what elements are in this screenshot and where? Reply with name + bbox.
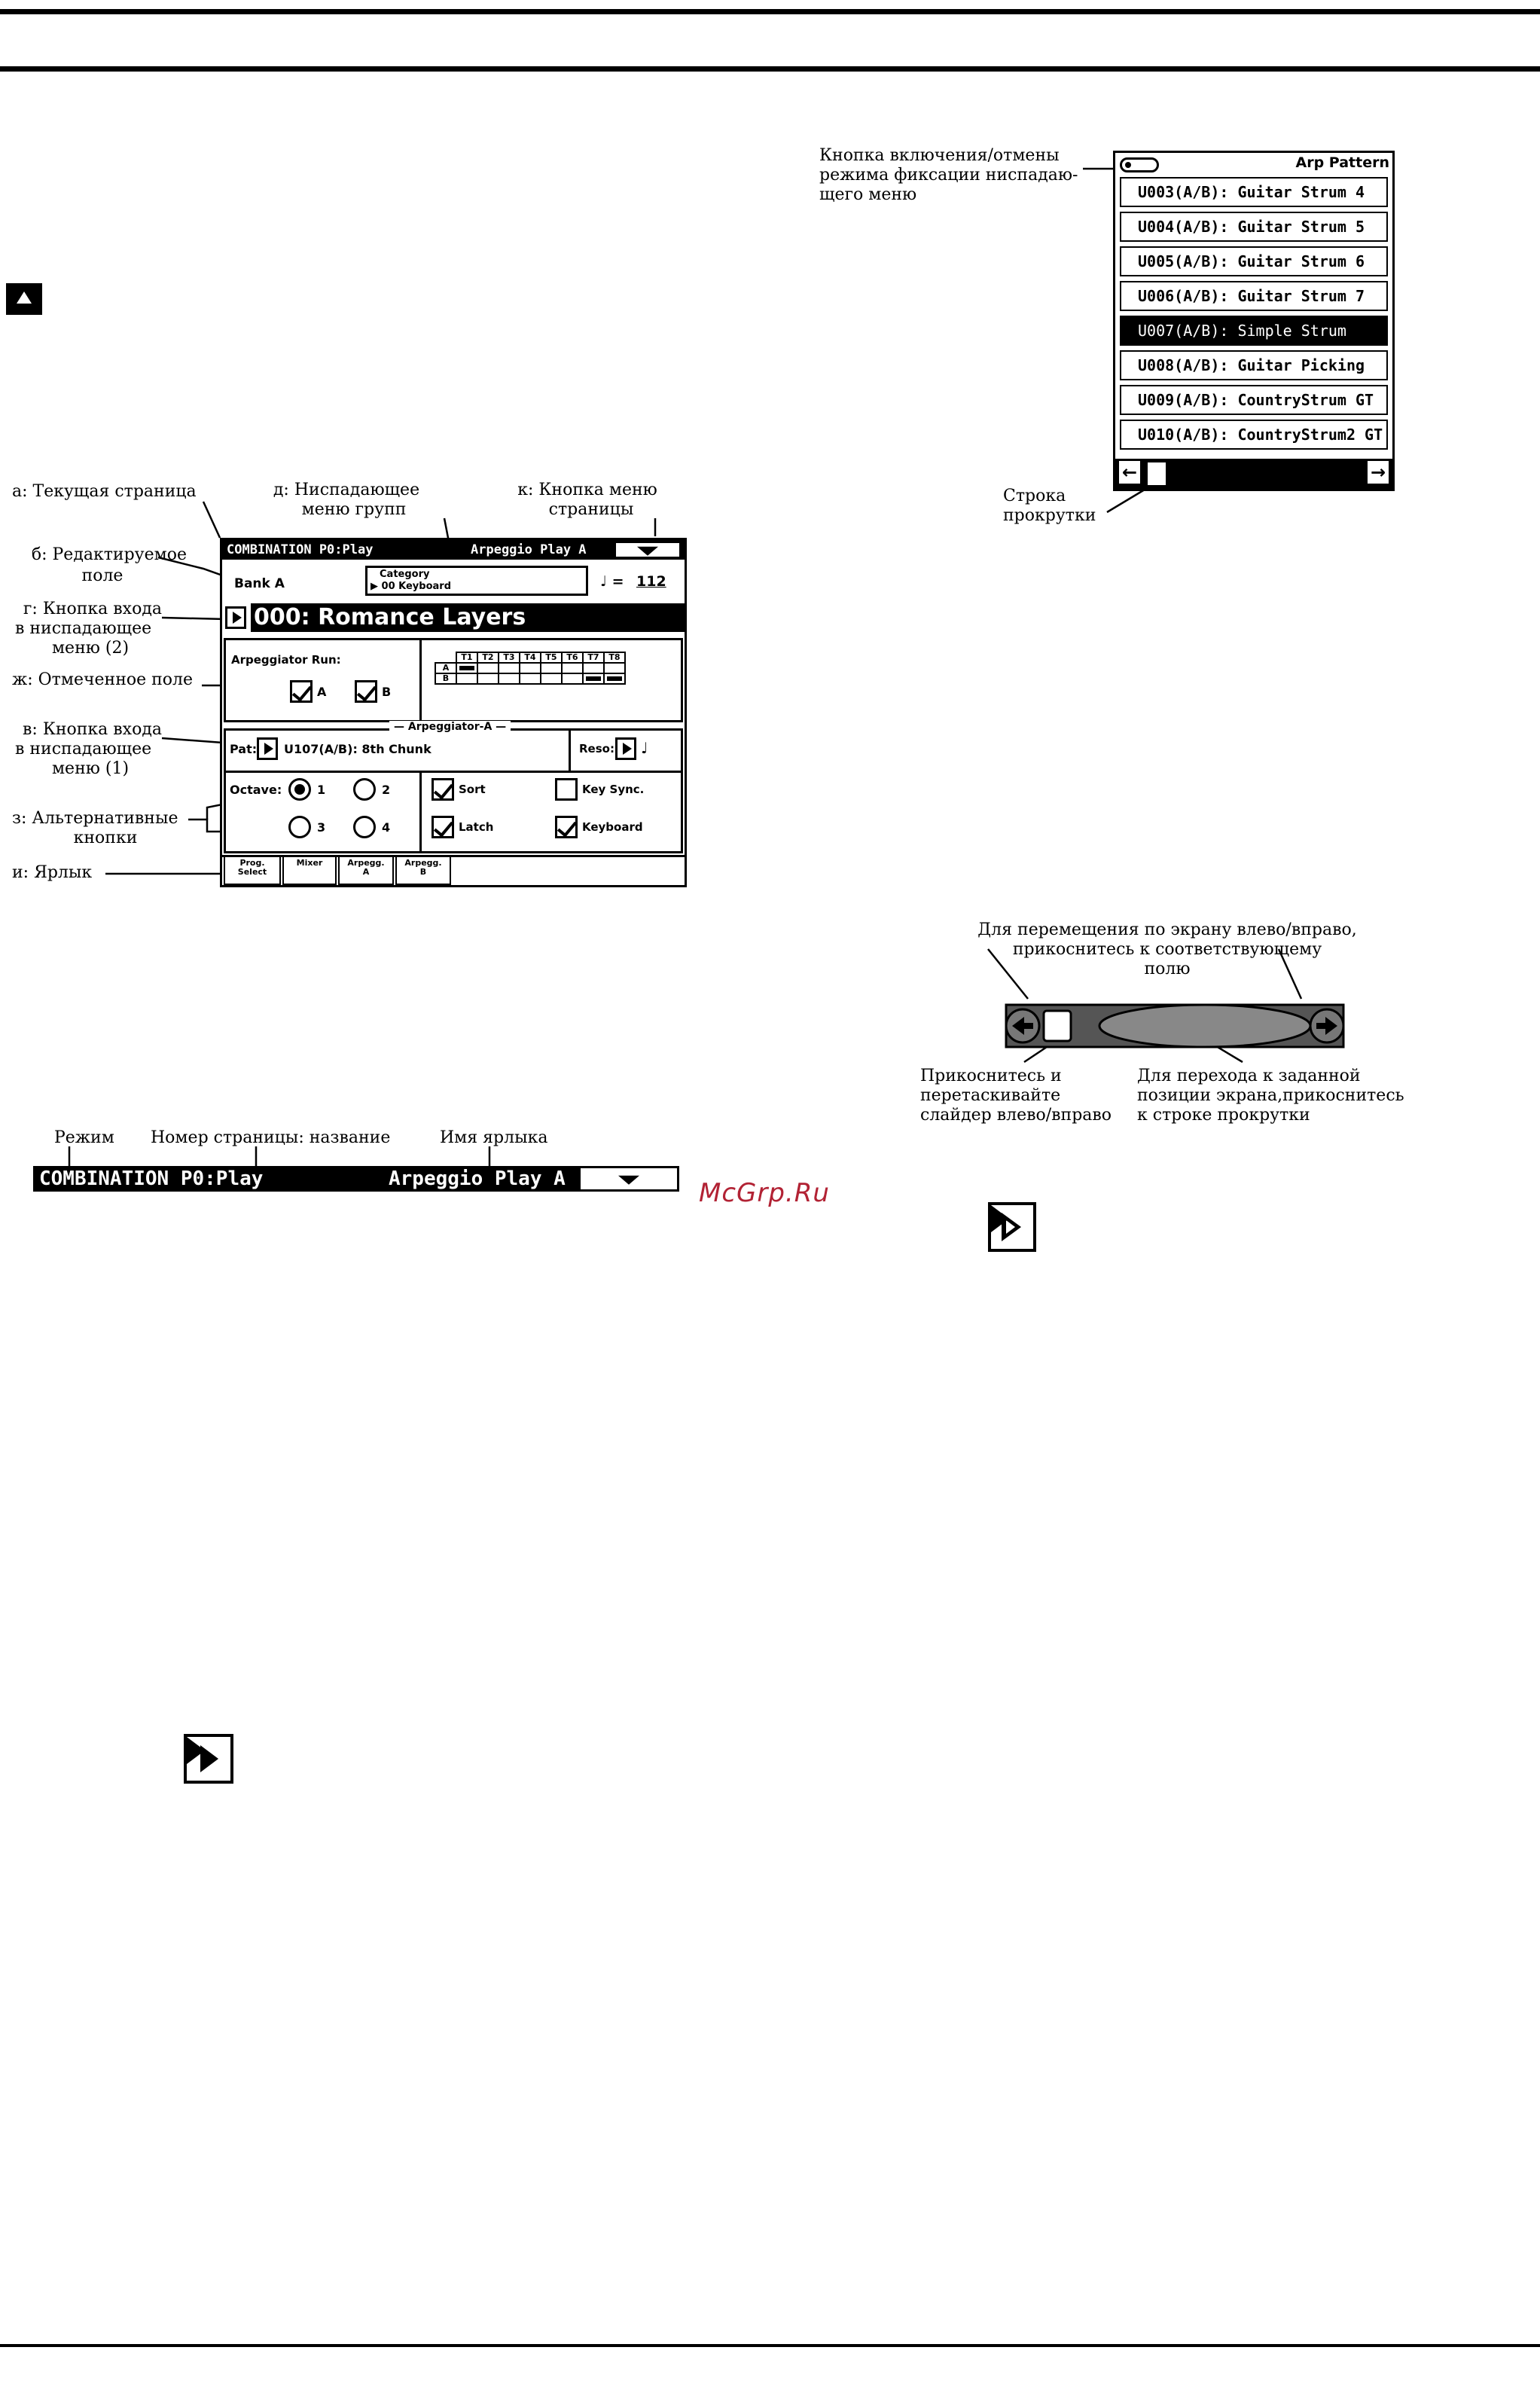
diagram-right-line2: позиции экрана,прикоснитесь <box>1137 1086 1404 1105</box>
callout-v-line2: в ниспадающее <box>15 740 152 758</box>
reso-select-button[interactable] <box>615 737 636 760</box>
diagram-top-line1: Для перемещения по экрану влево/вправо, <box>977 920 1357 939</box>
octave-label: Octave: <box>230 783 282 797</box>
up-triangle-icon <box>6 283 42 315</box>
diagram-left-line2: перетаскивайте <box>920 1086 1061 1105</box>
callout-v-line1: в: Кнопка входа <box>23 720 162 739</box>
popup-title: Arp Pattern <box>1295 154 1389 171</box>
example-page-menu-button[interactable] <box>578 1166 679 1192</box>
timbre-grid <box>435 652 626 685</box>
latch-label: Latch <box>459 820 494 834</box>
callout-d-line2: меню групп <box>301 500 407 519</box>
timbre-cell[interactable] <box>456 673 477 684</box>
diagram-top-line3: полю <box>1144 960 1191 978</box>
pattern-list-item[interactable]: U006(A/B): Guitar Strum 7 <box>1120 281 1388 311</box>
pat-value[interactable]: U107(A/B): 8th Chunk <box>284 742 432 756</box>
label-tab-name: Имя ярлыка <box>440 1128 548 1147</box>
combi-select-button[interactable] <box>225 606 246 629</box>
combi-name: 000: Romance Layers <box>254 604 526 630</box>
callout-d-line1: д: Ниспадающее <box>273 481 420 499</box>
callout-i: и: Ярлык <box>12 863 93 882</box>
keyboard-label: Keyboard <box>582 820 643 834</box>
tempo-value[interactable]: 112 <box>636 573 666 590</box>
timbre-header: T5 <box>541 652 562 663</box>
tab-label: Select <box>237 867 267 877</box>
timbre-cell[interactable] <box>499 673 520 684</box>
pattern-list-item[interactable]: U009(A/B): CountryStrum GT <box>1120 385 1388 415</box>
arp-pattern-popup <box>1113 151 1395 491</box>
pattern-list-item[interactable]: U010(A/B): CountryStrum2 GT <box>1120 420 1388 450</box>
reso-divider <box>569 730 571 772</box>
callout-a: а: Текущая страница <box>12 482 197 501</box>
category-dropdown[interactable] <box>365 566 588 596</box>
top-rule-thick <box>0 9 1540 14</box>
timbre-cell-on[interactable] <box>583 673 604 684</box>
scroll-label-line2: прокрутки <box>1003 506 1096 525</box>
scroll-slider-handle[interactable] <box>1145 460 1168 487</box>
scroll-left-arrow-icon[interactable]: ← <box>1117 459 1142 486</box>
octave-4-label: 4 <box>382 820 391 835</box>
callout-b-line1: б: Редактируемое <box>31 545 187 564</box>
callout-b-line2: поле <box>81 566 124 585</box>
combi-name-bar[interactable] <box>251 603 685 632</box>
octave-1-label: 1 <box>317 783 326 797</box>
tempo-symbol: ♩ = <box>600 573 624 590</box>
timbre-cell-on[interactable] <box>604 673 625 684</box>
arp-section-title: — Arpeggiator-A — <box>389 721 511 733</box>
pattern-list-item[interactable]: U004(A/B): Guitar Strum 5 <box>1120 212 1388 242</box>
timbre-cell[interactable] <box>477 663 499 673</box>
arp-b-checkbox[interactable] <box>355 680 377 703</box>
tab-label: B <box>419 867 427 877</box>
pattern-list-item[interactable]: U007(A/B): Simple Strum <box>1120 316 1388 346</box>
pattern-list-item[interactable]: U003(A/B): Guitar Strum 4 <box>1120 177 1388 207</box>
pat-label: Pat: <box>230 742 258 756</box>
reso-label: Reso: <box>579 742 614 755</box>
timbre-header: T7 <box>583 652 604 663</box>
diagram-right-line3: к строке прокрутки <box>1137 1106 1310 1125</box>
tab-arpegg-b[interactable] <box>395 856 451 885</box>
scroll-bar-diagram <box>1002 991 1348 1064</box>
arp-a-label: A <box>317 685 327 699</box>
entry-button-outline-icon <box>988 1202 1036 1252</box>
tab-label: Prog. <box>239 858 265 868</box>
callout-k-line2: страницы <box>548 500 634 519</box>
tab-label: Arpegg. <box>404 858 442 868</box>
scroll-bar[interactable] <box>1115 459 1392 489</box>
octave-4-radio[interactable] <box>353 816 376 838</box>
keyboard-checkbox[interactable] <box>555 816 578 838</box>
diagram-right-line1: Для перехода к заданной <box>1137 1067 1361 1085</box>
category-title: Category <box>380 569 430 580</box>
example-tab-name: Arpeggio Play A <box>389 1168 566 1190</box>
key-sync-checkbox[interactable] <box>555 778 578 801</box>
timbre-cell[interactable] <box>562 673 583 684</box>
timbre-header: T2 <box>477 652 499 663</box>
timbre-header-row <box>435 652 625 663</box>
arp-b-label: B <box>382 685 392 699</box>
lcd-screen <box>220 538 687 887</box>
key-sync-label: Key Sync. <box>582 783 645 796</box>
timbre-cell[interactable] <box>520 663 541 673</box>
diagram-slider-handle <box>1044 1011 1071 1041</box>
timbre-cell[interactable] <box>520 673 541 684</box>
arp-run-label: Arpeggiator Run: <box>231 653 341 667</box>
tab-arpegg-a[interactable] <box>338 856 394 885</box>
tab-mixer[interactable] <box>282 856 337 885</box>
callout-z-line2: кнопки <box>73 829 138 847</box>
tab-strip-rule <box>222 855 685 857</box>
tab-label: Mixer <box>296 858 323 868</box>
timbre-row-b <box>435 673 625 684</box>
timbre-header: T3 <box>499 652 520 663</box>
timbre-cell[interactable] <box>541 663 562 673</box>
octave-3-radio[interactable] <box>288 816 311 838</box>
label-page-number: Номер страницы: название <box>151 1128 391 1147</box>
timbre-header: T6 <box>562 652 583 663</box>
mode-page-label: COMBINATION P0:Play <box>227 542 374 557</box>
bottom-rule <box>0 2344 1540 2347</box>
tab-label: Arpegg. <box>347 858 385 868</box>
category-value: ▶ 00 Keyboard <box>371 581 452 592</box>
arp-a-checkbox[interactable] <box>290 680 313 703</box>
callout-zh: ж: Отмеченное поле <box>12 670 194 689</box>
arp-run-divider <box>419 638 422 722</box>
scroll-right-arrow-icon[interactable]: → <box>1365 459 1391 486</box>
timbre-header: T8 <box>604 652 625 663</box>
timbre-cell[interactable] <box>604 663 625 673</box>
lock-label-line1: Кнопка включения/отмены <box>819 146 1060 165</box>
timbre-cell-on[interactable] <box>456 663 477 673</box>
timbre-header: T4 <box>520 652 541 663</box>
pattern-list-item[interactable]: U008(A/B): Guitar Picking <box>1120 350 1388 380</box>
timbre-cell[interactable] <box>583 663 604 673</box>
sort-checkbox[interactable] <box>432 778 454 801</box>
reso-value: ♩ <box>641 739 648 757</box>
latch-checkbox[interactable] <box>432 816 454 838</box>
timbre-row-a <box>435 663 625 673</box>
entry-button-icon <box>184 1734 233 1784</box>
callout-g-line1: г: Кнопка входа <box>23 600 162 618</box>
pattern-list-item[interactable]: U005(A/B): Guitar Strum 6 <box>1120 246 1388 276</box>
tab-name-label: Arpeggio Play A <box>471 542 587 557</box>
octave-2-label: 2 <box>382 783 391 797</box>
callout-g-line3: меню (2) <box>51 639 130 658</box>
sort-label: Sort <box>459 783 486 796</box>
timbre-header: T1 <box>456 652 477 663</box>
top-rule-second <box>0 66 1540 72</box>
bank-label: Bank A <box>234 576 285 591</box>
timbre-cell[interactable] <box>562 663 583 673</box>
scroll-label-line1: Строка <box>1003 487 1066 505</box>
row-a-label: A <box>435 663 456 673</box>
octave-hrule <box>224 771 683 773</box>
octave-2-radio[interactable] <box>353 778 376 801</box>
callout-g-line2: в ниспадающее <box>15 619 152 638</box>
timbre-cell[interactable] <box>477 673 499 684</box>
callout-z-line1: з: Альтернативные <box>12 809 178 828</box>
example-mode-page: COMBINATION P0:Play <box>39 1168 264 1190</box>
octave-1-radio[interactable] <box>288 778 311 801</box>
watermark: McGrp.Ru <box>699 1178 830 1208</box>
octave-3-label: 3 <box>317 820 326 835</box>
timbre-cell[interactable] <box>499 663 520 673</box>
label-mode: Режим <box>54 1128 114 1147</box>
example-title-bar <box>33 1166 578 1192</box>
callout-v-line3: меню (1) <box>51 759 130 778</box>
octave-vrule <box>419 771 422 853</box>
pattern-select-button[interactable] <box>257 737 278 760</box>
diagram-left-line3: слайдер влево/вправо <box>920 1106 1112 1125</box>
diagram-track-highlight <box>1099 1005 1310 1047</box>
callout-k-line1: к: Кнопка меню <box>517 481 657 499</box>
timbre-cell[interactable] <box>541 673 562 684</box>
tab-label: A <box>362 867 370 877</box>
tab-prog-select[interactable] <box>224 856 281 885</box>
diagram-left-line1: Прикоснитесь и <box>920 1067 1062 1085</box>
row-b-label: B <box>435 673 456 684</box>
diagram-top-line2: прикоснитесь к соответствующему <box>1012 940 1322 959</box>
page-menu-button[interactable] <box>614 541 682 559</box>
lock-label-line3: щего меню <box>819 185 917 204</box>
lock-label-line2: режима фиксации ниспадаю- <box>819 166 1078 185</box>
pin-lock-icon[interactable] <box>1120 157 1159 172</box>
